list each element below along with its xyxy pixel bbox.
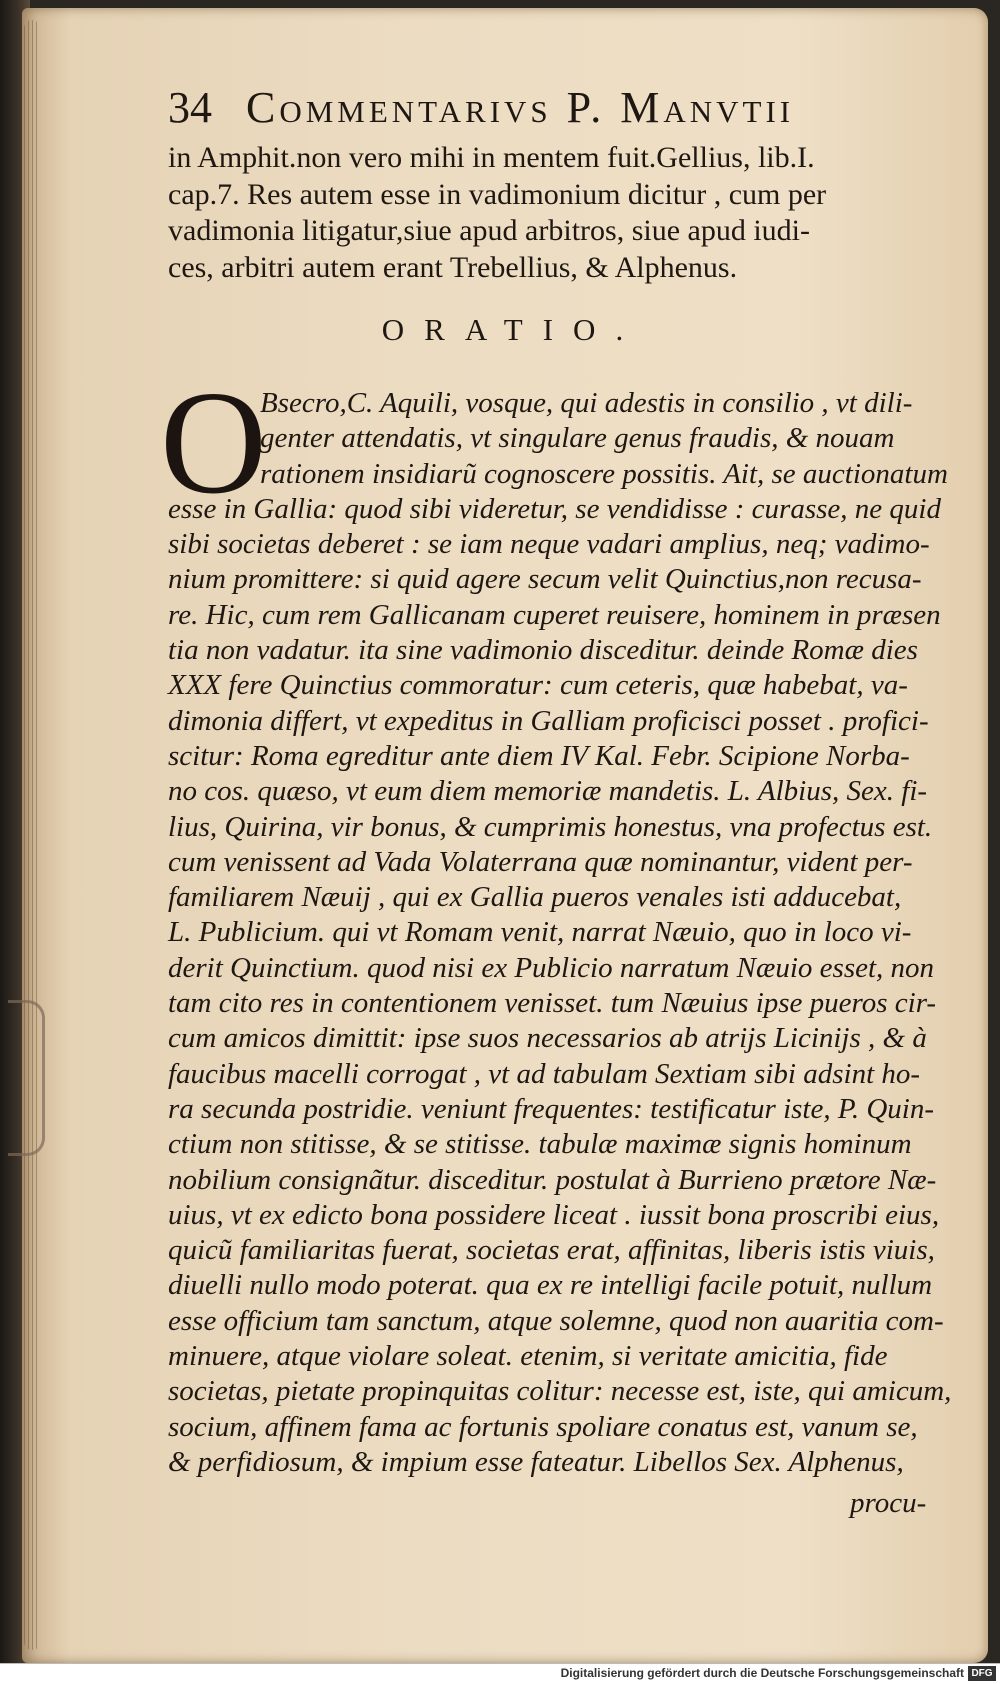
oration-text xyxy=(168,386,952,1480)
drop-cap: O xyxy=(160,361,267,525)
text-line: diuelli nullo modo poterat. qua ex re intelligi facile potuit, nullum xyxy=(168,1269,933,1302)
text-line: esse officium tam sanctum, atque solemne, quod non auaritia com- xyxy=(168,1304,944,1337)
text-line: L. Publicium. qui vt Romam venit, narrat Næuio, quo in loco vi- xyxy=(168,916,912,949)
dfg-logo: DFG xyxy=(968,1666,996,1681)
text-line: ra secunda postridie. veniunt frequentes: testificatur iste, P. Quin- xyxy=(168,1092,934,1125)
text-line: re. Hic, cum rem Gallicanam cuperet reuisere, hominem in præsen xyxy=(168,598,941,631)
text-line: nium promittere: si quid agere secum velit Quinctius,non recusa- xyxy=(168,563,922,596)
page-edges xyxy=(24,20,40,1650)
intro-line: in Amphit.non vero mihi in mentem fuit.Gellius, lib.I. xyxy=(168,141,815,174)
text-line: & perfidiosum, & impium esse fateatur. Libellos Sex. Alphenus, xyxy=(168,1445,904,1478)
intro-line: cap.7. Res autem esse in vadimonium dicitur , cum per xyxy=(168,177,827,211)
text-line: dimonia differt, vt expeditus in Galliam proficisci posset . profici- xyxy=(168,704,929,737)
text-line: cum amicos dimittit: ipse suos necessarios ab atrijs Licinijs , & à xyxy=(168,1022,927,1055)
text-line: faucibus macelli corrogat , vt ad tabulam Sextiam sibi adsint ho- xyxy=(168,1057,921,1090)
text-line: minuere, atque violare soleat. etenim, si veritate amicitia, fide xyxy=(168,1340,888,1373)
text-line: uius, vt ex edicto bona possidere liceat . iussit bona proscribi eius, xyxy=(168,1198,940,1231)
running-head: Commentarivs P. Manvtii xyxy=(246,83,795,132)
page-clip xyxy=(8,1000,45,1156)
intro-line: vadimonia litigatur,siue apud arbitros, siue apud iudi- xyxy=(168,214,810,247)
text-line: tia non vadatur. ita sine vadimonio disceditur. deinde Romæ dies xyxy=(168,634,918,667)
page-header xyxy=(168,78,918,138)
text-line: ctium non stitisse, & se stitisse. tabulæ maximæ signis hominum xyxy=(168,1128,912,1161)
text-line: XXX fere Quinctius commoratur: cum ceteris, quæ habebat, va- xyxy=(168,669,908,702)
text-line: Bsecro,C. Aquili, vosque, qui adestis in consilio , vt dili- xyxy=(260,387,913,419)
text-line: socium, affinem fama ac fortunis spoliare conatus est, vanum se, xyxy=(168,1410,918,1443)
text-line: genter attendatis, vt singulare genus fraudis, & nouam xyxy=(260,422,895,455)
text-line: nobilium consignãtur. disceditur. postulat à Burrieno prætore Næ- xyxy=(168,1163,937,1196)
intro-paragraph xyxy=(168,140,928,286)
text-line: lius, Quirina, vir bonus, & cumprimis honestus, vna profectus est. xyxy=(168,810,933,843)
section-title-text: ORATIO. xyxy=(381,312,644,347)
text-line: quicũ familiaritas fuerat, societas erat, affinitas, liberis istis viuis, xyxy=(168,1234,935,1267)
text-line: no cos. quæso, vt eum diem memoriæ mandetis. L. Albius, Sex. fi- xyxy=(168,775,928,808)
text-line: sibi societas deberet : se iam neque vadari amplius, neq; vadimo- xyxy=(168,528,930,561)
text-line: scitur: Roma egreditur ante diem IV Kal. Febr. Scipione Norba- xyxy=(168,739,910,772)
text-line: societas, pietate propinquitas colitur: necesse est, iste, qui amicum, xyxy=(168,1375,952,1408)
digitization-footer xyxy=(0,1663,1000,1684)
text-line: cum venissent ad Vada Volaterrana quæ nominantur, vident per- xyxy=(168,845,913,878)
text-line: tam cito res in contentionem venisset. tum Næuius ipse pueros cir- xyxy=(168,987,937,1020)
section-title xyxy=(0,312,1000,348)
text-line: familiarem Næuij , qui ex Gallia pueros venales isti adducebat, xyxy=(168,881,902,914)
page-number: 34 xyxy=(168,83,212,132)
footer-credit: Digitalisierung gefördert durch die Deutsche Forschungsgemeinschaft xyxy=(560,1666,964,1680)
catchword: procu- xyxy=(850,1487,927,1519)
text-line: derit Quinctium. quod nisi ex Publicio narratum Næuio esset, non xyxy=(168,951,935,984)
text-line: esse in Gallia: quod sibi videretur, se vendidisse : curasse, ne quid xyxy=(168,492,941,525)
intro-line: ces, arbitri autem erant Trebellius, & Alphenus. xyxy=(168,250,738,284)
text-line: rationem insidiarũ cognoscere possitis. Ait, se auctionatum xyxy=(260,457,948,490)
